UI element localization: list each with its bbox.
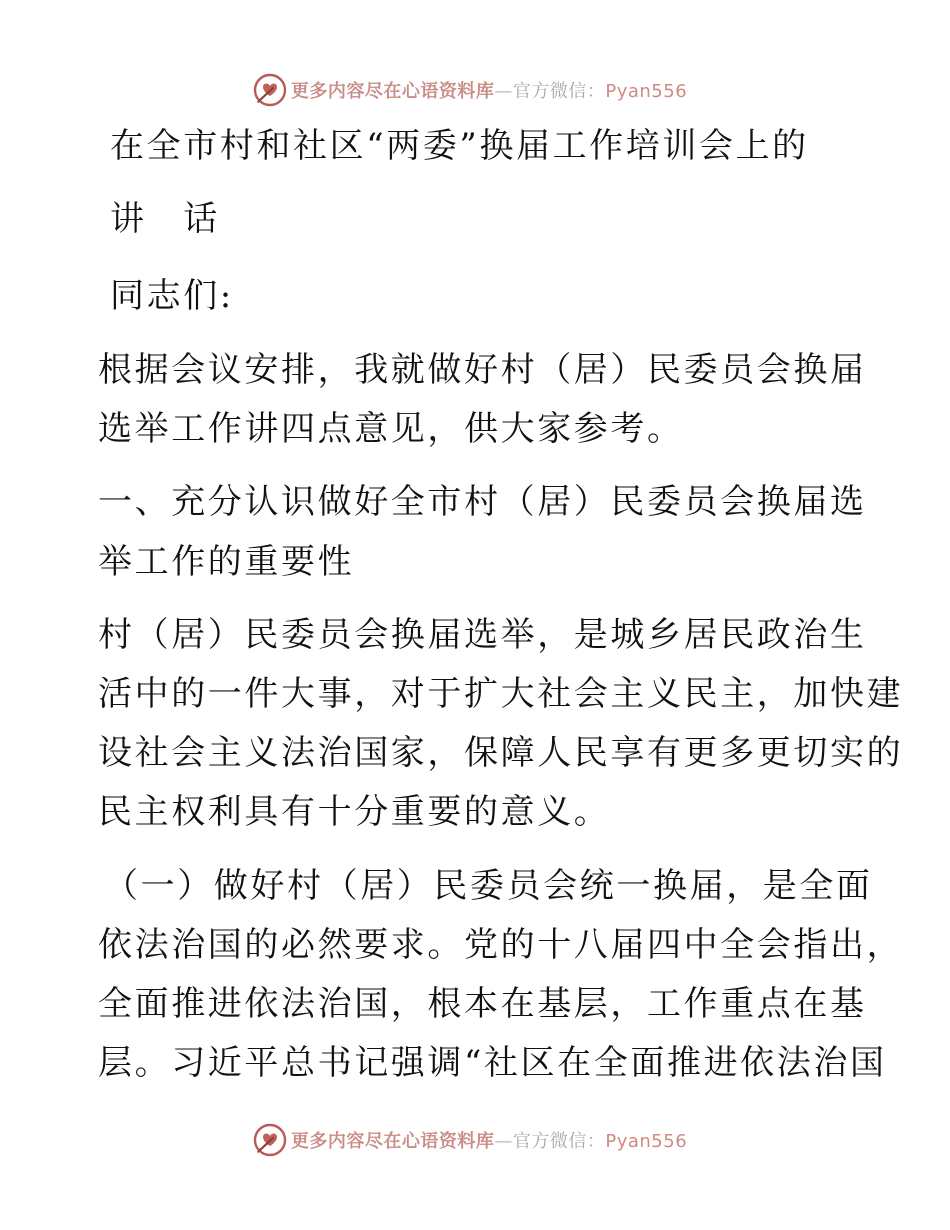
heart-pen-logo-icon [253,1123,287,1157]
footer-banner [0,1120,950,1160]
salutation: 同志们: [110,276,234,316]
document-title-line-1: 在全市村和社区“两委”换届工作培训会上的 [110,126,809,166]
paragraph-line: 设社会主义法治国家，保障人民享有更多更切实的 [98,733,904,773]
paragraph-line: 选举工作讲四点意见，供大家参考。 [98,409,684,449]
paragraph-line: 民主权利具有十分重要的意义。 [98,792,611,832]
heart-pen-logo-icon [253,73,287,107]
paragraph-line: 根据会议安排，我就做好村（居）民委员会换届 [98,350,867,390]
paragraph-line: 活中的一件大事，对于扩大社会主义民主，加快建 [98,674,904,714]
section-heading-line: 一、充分认识做好全市村（居）民委员会换届选 [98,482,867,522]
banner-content [253,73,687,107]
banner-text [291,77,687,103]
paragraph-line: 全面推进依法治国，根本在基层，工作重点在基 [98,984,867,1024]
paragraph-line: 层。习近平总书记强调“社区在全面推进依法治国 [98,1043,887,1083]
banner-wechat-label: 官方微信： [512,81,606,102]
banner-brand: 更多内容尽在心语资料库 [290,81,495,102]
header-banner [0,70,950,110]
banner-wechat-id: Pyan556 [605,81,688,102]
document-title-line-2: 讲 话 [110,199,220,239]
banner-separator: — [494,81,513,102]
banner-wechat-label: 官方微信： [512,1131,606,1152]
banner-wechat-id: Pyan556 [605,1131,688,1152]
banner-separator: — [494,1131,513,1152]
paragraph-line: 依法治国的必然要求。党的十八届四中全会指出， [98,925,904,965]
banner-brand: 更多内容尽在心语资料库 [290,1131,495,1152]
banner-text [291,1127,687,1153]
paragraph-line: 村（居）民委员会换届选举，是城乡居民政治生 [98,615,867,655]
section-heading-line: 举工作的重要性 [98,542,355,582]
banner-content [253,1123,687,1157]
paragraph-line: （一）做好村（居）民委员会统一换届，是全面 [104,866,873,906]
